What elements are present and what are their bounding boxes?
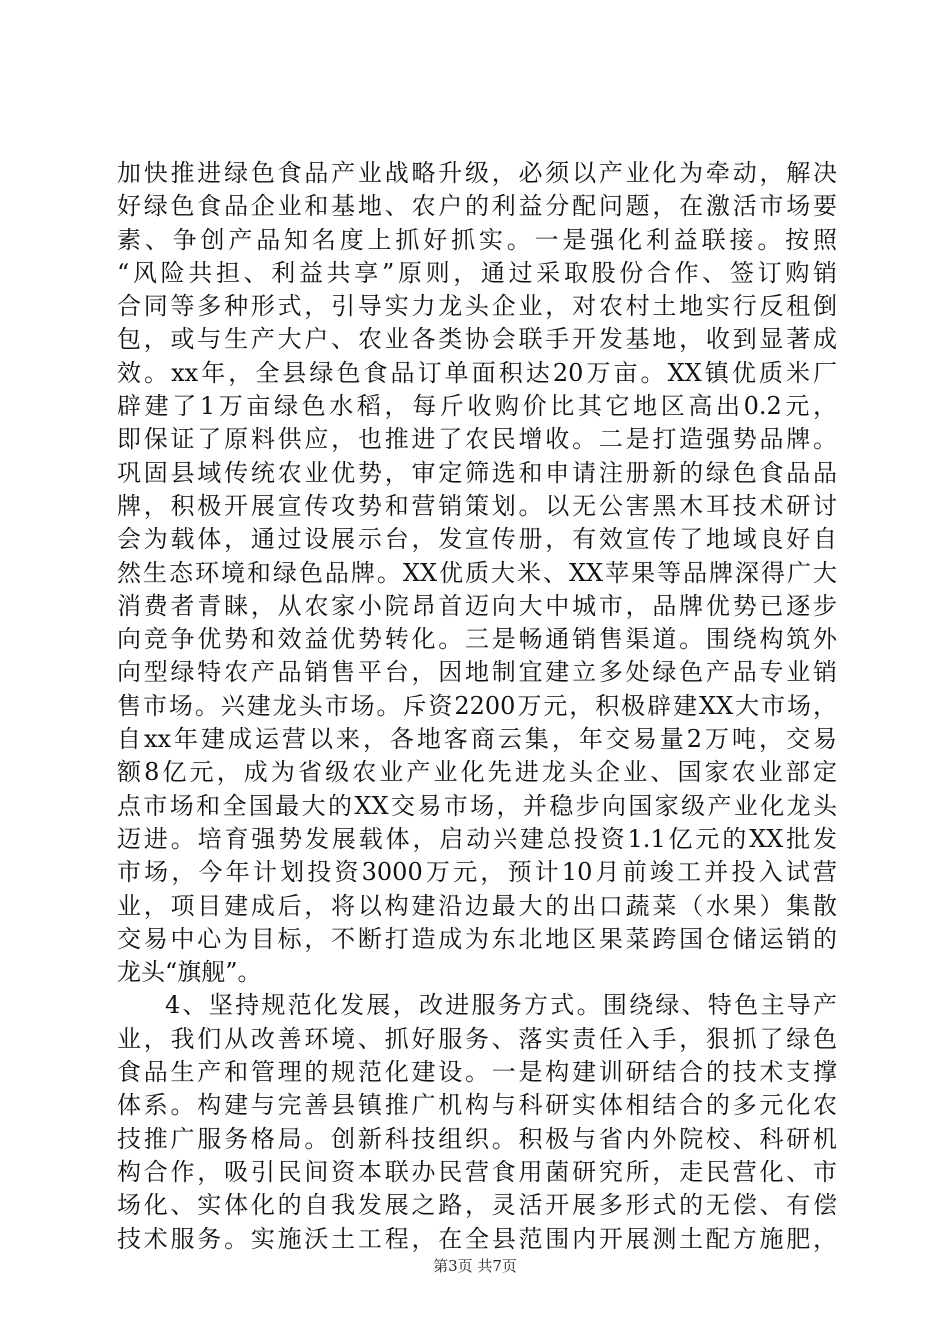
text-line: 好绿色食品企业和基地、农户的利益分配问题，在激活市场要 — [117, 192, 837, 221]
text-line: 会为载体，通过设展示台，发宣传册，有效宣传了地域良好自 — [117, 525, 837, 554]
page-number-label: 第3页 共7页 — [433, 1257, 517, 1275]
text-line: 效。xx年，全县绿色食品订单面积达20万亩。XX镇优质米厂 — [117, 358, 837, 387]
text-line: 业，我们从改善环境、抓好服务、落实责任入手，狠抓了绿色 — [117, 1024, 837, 1053]
text-line: 额8亿元，成为省级农业产业化先进龙头企业、国家农业部定 — [117, 758, 837, 787]
text-line: 合同等多种形式，引导实力龙头企业，对农村土地实行反租倒 — [117, 292, 837, 321]
text-line: 向竞争优势和效益优势转化。三是畅通销售渠道。围绕构筑外 — [117, 625, 837, 654]
text-line: 消费者青睐，从农家小院昂首迈向大中城市，品牌优势已逐步 — [117, 591, 837, 620]
text-line: 龙头“旗舰”。 — [117, 958, 262, 987]
text-line: 迈进。培育强势发展载体，启动兴建总投资1.1亿元的XX批发 — [117, 824, 837, 853]
text-line: 食品生产和管理的规范化建设。一是构建训研结合的技术支撑 — [117, 1058, 837, 1087]
text-line: 巩固县域传统农业优势，审定筛选和申请注册新的绿色食品品 — [117, 458, 837, 487]
text-line: 素、争创产品知名度上抓好抓实。一是强化利益联接。按照 — [117, 225, 837, 254]
text-line: 构合作，吸引民间资本联办民营食用菌研究所，走民营化、市 — [117, 1157, 837, 1186]
text-line: 向型绿特农产品销售平台，因地制宜建立多处绿色产品专业销 — [117, 658, 837, 687]
text-line: 加快推进绿色食品产业战略升级，必须以产业化为牵动，解决 — [117, 159, 837, 187]
text-line: 点市场和全国最大的XX交易市场，并稳步向国家级产业化龙头 — [117, 791, 837, 820]
text-line: 体系。构建与完善县镇推广机构与科研实体相结合的多元化农 — [117, 1091, 837, 1120]
page-footer — [0, 1256, 950, 1276]
text-line: 然生态环境和绿色品牌。XX优质大米、XX苹果等品牌深得广大 — [117, 558, 837, 587]
text-line: 场化、实体化的自我发展之路，灵活开展多形式的无偿、有偿 — [117, 1191, 837, 1220]
text-line: 业，项目建成后，将以构建沿边最大的出口蔬菜（水果）集散 — [117, 891, 837, 920]
text-line: 技术服务。实施沃土工程，在全县范围内开展测土配方施肥， — [117, 1224, 837, 1253]
paragraph-start-line: 4、坚持规范化发展，改进服务方式。围绕绿、特色主导产 — [165, 991, 837, 1020]
text-line: 包，或与生产大户、农业各类协会联手开发基地，收到显著成 — [117, 325, 837, 354]
text-line: 牌，积极开展宣传攻势和营销策划。以无公害黑木耳技术研讨 — [117, 491, 837, 520]
text-line: “风险共担、利益共享”原则，通过采取股份合作、签订购销 — [117, 258, 837, 287]
text-line: 售市场。兴建龙头市场。斥资2200万元，积极辟建XX大市场， — [117, 691, 837, 720]
text-line: 市场，今年计划投资3000万元，预计10月前竣工并投入试营 — [117, 858, 837, 887]
text-line: 辟建了1万亩绿色水稻，每斤收购价比其它地区高出0.2元， — [117, 392, 837, 421]
text-line: 自xx年建成运营以来，各地客商云集，年交易量2万吨，交易 — [117, 725, 837, 754]
body-text — [117, 157, 837, 1256]
text-line: 即保证了原料供应，也推进了农民增收。二是打造强势品牌。 — [117, 425, 837, 454]
text-line: 技推广服务格局。创新科技组织。积极与省内外院校、科研机 — [117, 1124, 837, 1153]
text-line: 交易中心为目标，不断打造成为东北地区果菜跨国仓储运销的 — [117, 924, 837, 953]
